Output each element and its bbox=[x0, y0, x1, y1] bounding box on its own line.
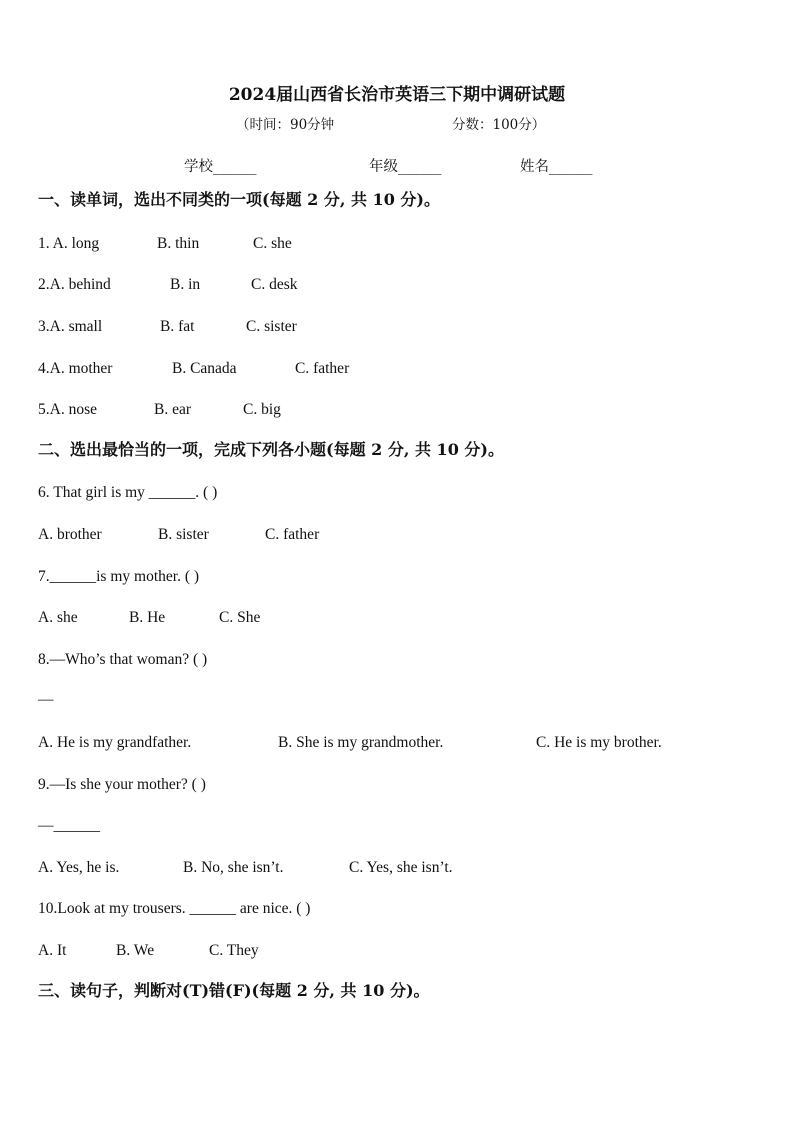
question-7-option-a: A. she bbox=[38, 609, 78, 626]
question-8-stem: 8.—Who’s that woman? ( ) bbox=[38, 651, 208, 668]
question-4-option-a: 4.A. mother bbox=[38, 360, 113, 377]
question-7-option-b: B. He bbox=[129, 609, 166, 626]
question-8-option-b: B. She is my grandmother. bbox=[278, 734, 444, 751]
grade-field: 年级______ bbox=[369, 159, 442, 175]
question-9-option-a: A. Yes, he is. bbox=[38, 859, 120, 876]
name-field: 姓名______ bbox=[520, 159, 593, 175]
question-7-option-c: C. She bbox=[219, 609, 261, 626]
section-2-heading: 二、选出最恰当的一项，完成下列各小题(每题 2 分, 共 10 分)。 bbox=[38, 440, 504, 459]
question-2-option-b: B. in bbox=[170, 276, 201, 293]
exam-time: （时间：90分钟 bbox=[236, 117, 335, 133]
question-1-option-c: C. she bbox=[253, 235, 292, 252]
question-6-option-c: C. father bbox=[265, 526, 320, 543]
question-3-option-a: 3.A. small bbox=[38, 318, 103, 335]
question-1-option-b: B. thin bbox=[157, 235, 200, 252]
section-3-heading: 三、读句子，判断对(T)错(F)(每题 2 分, 共 10 分)。 bbox=[38, 981, 430, 1000]
question-9-stem: 9.—Is she your mother? ( ) bbox=[38, 776, 206, 793]
exam-score: 分数：100分） bbox=[452, 117, 546, 133]
question-2-option-a: 2.A. behind bbox=[38, 276, 111, 293]
question-9-option-c: C. Yes, she isn’t. bbox=[349, 859, 453, 876]
question-6-stem: 6. That girl is my ______. ( ) bbox=[38, 484, 218, 501]
section-1-heading: 一、读单词，选出不同类的一项(每题 2 分, 共 10 分)。 bbox=[38, 190, 440, 209]
question-7-stem: 7.______is my mother. ( ) bbox=[38, 568, 200, 585]
question-9-reply: —______ bbox=[38, 817, 100, 834]
question-5-option-c: C. big bbox=[243, 401, 281, 418]
question-3-option-b: B. fat bbox=[160, 318, 195, 335]
question-6-option-b: B. sister bbox=[158, 526, 209, 543]
question-8-option-c: C. He is my brother. bbox=[536, 734, 662, 751]
question-10-stem: 10.Look at my trousers. ______ are nice. ( ) bbox=[38, 900, 311, 917]
question-6-option-a: A. brother bbox=[38, 526, 102, 543]
question-3-option-c: C. sister bbox=[246, 318, 297, 335]
question-4-option-b: B. Canada bbox=[172, 360, 237, 377]
page-title: 2024届山西省长治市英语三下期中调研试题 bbox=[228, 85, 566, 105]
question-5-option-b: B. ear bbox=[154, 401, 192, 418]
question-9-option-b: B. No, she isn’t. bbox=[183, 859, 284, 876]
question-2-option-c: C. desk bbox=[251, 276, 298, 293]
school-field: 学校______ bbox=[184, 159, 257, 175]
question-5-option-a: 5.A. nose bbox=[38, 401, 97, 418]
question-10-option-b: B. We bbox=[116, 942, 155, 959]
question-8-option-a: A. He is my grandfather. bbox=[38, 734, 192, 751]
question-8-reply: — bbox=[38, 691, 54, 708]
question-1-option-a: 1. A. long bbox=[38, 235, 100, 252]
question-10-option-a: A. It bbox=[38, 942, 67, 959]
question-10-option-c: C. They bbox=[209, 942, 259, 959]
question-4-option-c: C. father bbox=[295, 360, 350, 377]
